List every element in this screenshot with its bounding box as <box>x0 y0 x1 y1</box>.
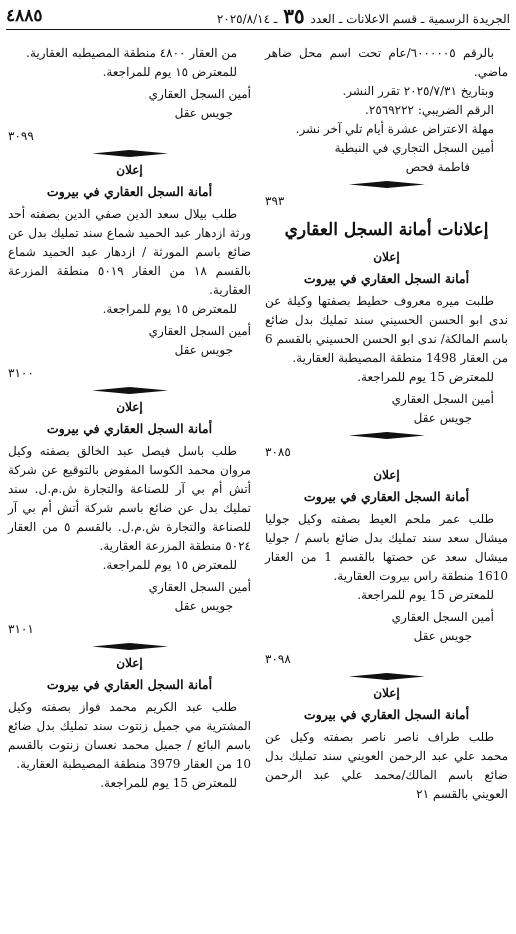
registrar-name: جويس عقل <box>413 629 472 643</box>
page-number: ٤٨٨٥ <box>6 6 43 26</box>
objection-period: للمعترض ١٥ يوم للمراجعة. <box>102 302 237 316</box>
notice-body: طلبت ميره معروف حطيط بصفتها وكيلة عن ندى ابو الحسن الحسيني سند تمليك بدل ضائع باسم المالكة/ ندى ابو الحسن الحسيني بالقسم 6 من العقار 1498 منطقة المصيطبة العقارية. <box>265 294 508 365</box>
notice-number: ٣١٠١ <box>8 622 34 636</box>
notice-body: طلب باسل فيصل عبد الخالق بصفته وكيل مروان محمد الكوسا المفوض بالتوقيع عن شركة أتش أم بي آر للصناعة والتجارة ش.م.ل. سند تمليك بدل عن ضائع باسم شركة أتش أم بي آر للصناعة والتجارة ش.م.ل. بالقسم ٥ من العقار ٥٠٢٤ منطقة المزرعة العقارية. <box>8 444 251 553</box>
objection-period: للمعترض 15 يوم للمراجعة. <box>357 370 494 384</box>
registrar-name: جويس عقل <box>174 106 233 120</box>
notice-number: ٣١٠٠ <box>8 366 34 380</box>
notice-office: أمانة السجل العقاري في بيروت <box>303 707 470 722</box>
notice-label: إعلان <box>373 686 400 700</box>
notice-body: طلب عمر ملحم العيط بصفته وكيل جوليا ميشال سعد سند تمليك بدل ضائع باسم / جوليا ميشال سعد عن حصتها بالقسم 1 من العقار 1610 منطقة راس بيروت العقارية. <box>265 512 509 583</box>
issue-number: ٣٥ <box>283 4 305 28</box>
notice-office: أمانة السجل العقاري في بيروت <box>303 489 470 504</box>
objection-period: للمعترض ١٥ يوم للمراجعة. <box>102 558 237 572</box>
registrar-title: أمين السجل العقاري <box>148 580 251 594</box>
divider <box>349 673 425 680</box>
notice-office: أمانة السجل العقاري في بيروت <box>46 677 213 692</box>
notice-label: إعلان <box>116 400 143 414</box>
notice-office: أمانة السجل العقاري في بيروت <box>303 271 470 286</box>
notice-body: طلب بيلال سعد الدين صفي الدين بصفته أحد ورثة ازدهار عبد الحميد شماع سند تمليك بدل عن ضائع باسم المورثة / ازدهار عبد الحميد شماع بالقسم ١٨ من العقار ٥٠١٩ منطقة المزرعة العقارية. <box>8 207 251 297</box>
notice-office: أمانة السجل العقاري في بيروت <box>46 184 213 199</box>
commercial-notice-line: مهلة الاعتراض عشرة أيام تلي آخر نشر. <box>295 122 494 136</box>
divider <box>349 181 425 188</box>
notice-body-continued: من العقار ٤٨٠٠ منطقة المصيطبه العقارية. <box>26 46 237 60</box>
right-column <box>265 44 508 804</box>
divider <box>92 387 168 394</box>
registrar-title: أمين السجل التجاري في النبطية <box>334 141 494 155</box>
registrar-title: أمين السجل العقاري <box>391 610 494 624</box>
notice-label: إعلان <box>116 163 143 177</box>
notice-number: ٣٠٨٥ <box>265 445 291 459</box>
registrar-name: فاطمة فحص <box>405 160 470 174</box>
divider <box>349 432 425 439</box>
objection-period: للمعترض 15 يوم للمراجعة. <box>357 588 494 602</box>
page-header <box>6 3 510 30</box>
commercial-notice-line: بالرقم ٦٠٠٠٠٠٥/عام تحت اسم محل ضاهر ماضي. <box>265 46 508 79</box>
notice-label: إعلان <box>373 250 400 264</box>
registrar-name: جويس عقل <box>413 411 472 425</box>
gazette-title <box>217 4 510 28</box>
commercial-notice-line: الرقم الضريبي: ٢٥٦٩٢٢٢. <box>365 103 494 117</box>
notice-body: طلب طراف ناصر ناصر بصفته وكيل عن محمد علي عبد الرحمن العويني سند تمليك بدل ضائع باسم المالك/محمد علي عبد الرحمن العويني بالقسم ٢١ <box>265 730 508 801</box>
notice-number: ٣٩٣ <box>265 194 285 208</box>
registrar-title: أمين السجل العقاري <box>148 324 251 338</box>
registrar-title: أمين السجل العقاري <box>391 392 494 406</box>
registrar-name: جويس عقل <box>174 343 233 357</box>
objection-period: للمعترض 15 يوم للمراجعة. <box>100 776 237 790</box>
notice-office: أمانة السجل العقاري في بيروت <box>46 421 213 436</box>
registrar-name: جويس عقل <box>174 599 233 613</box>
notice-number: ٣٠٩٩ <box>8 129 34 143</box>
registrar-title: أمين السجل العقاري <box>148 87 251 101</box>
section-title: إعلانات أمانة السجل العقاري <box>284 220 489 240</box>
divider <box>92 643 168 650</box>
divider <box>92 150 168 157</box>
notice-label: إعلان <box>116 656 143 670</box>
notice-body: طلب عبد الكريم محمد فواز بصفته وكيل المشترية مي جميل زنتوت سند تمليك بدل ضائع باسم البائع / جميل محمد نعسان زنتوت بالقسم 10 من العقار 3979 منطقة المصيطبة العقارية. <box>8 700 251 771</box>
left-column <box>8 44 251 793</box>
gazette-title-text: الجريدة الرسمية ـ قسم الاعلانات ـ العدد <box>310 12 510 26</box>
commercial-notice-line: وبتاريخ ٢٠٢٥/٧/٣١ تقرر النشر. <box>342 84 494 98</box>
notice-label: إعلان <box>373 468 400 482</box>
objection-period: للمعترض ١٥ يوم للمراجعة. <box>102 65 237 79</box>
gazette-date: ـ ٢٠٢٥/٨/١٤ <box>216 12 278 26</box>
notice-number: ٣٠٩٨ <box>265 652 291 666</box>
